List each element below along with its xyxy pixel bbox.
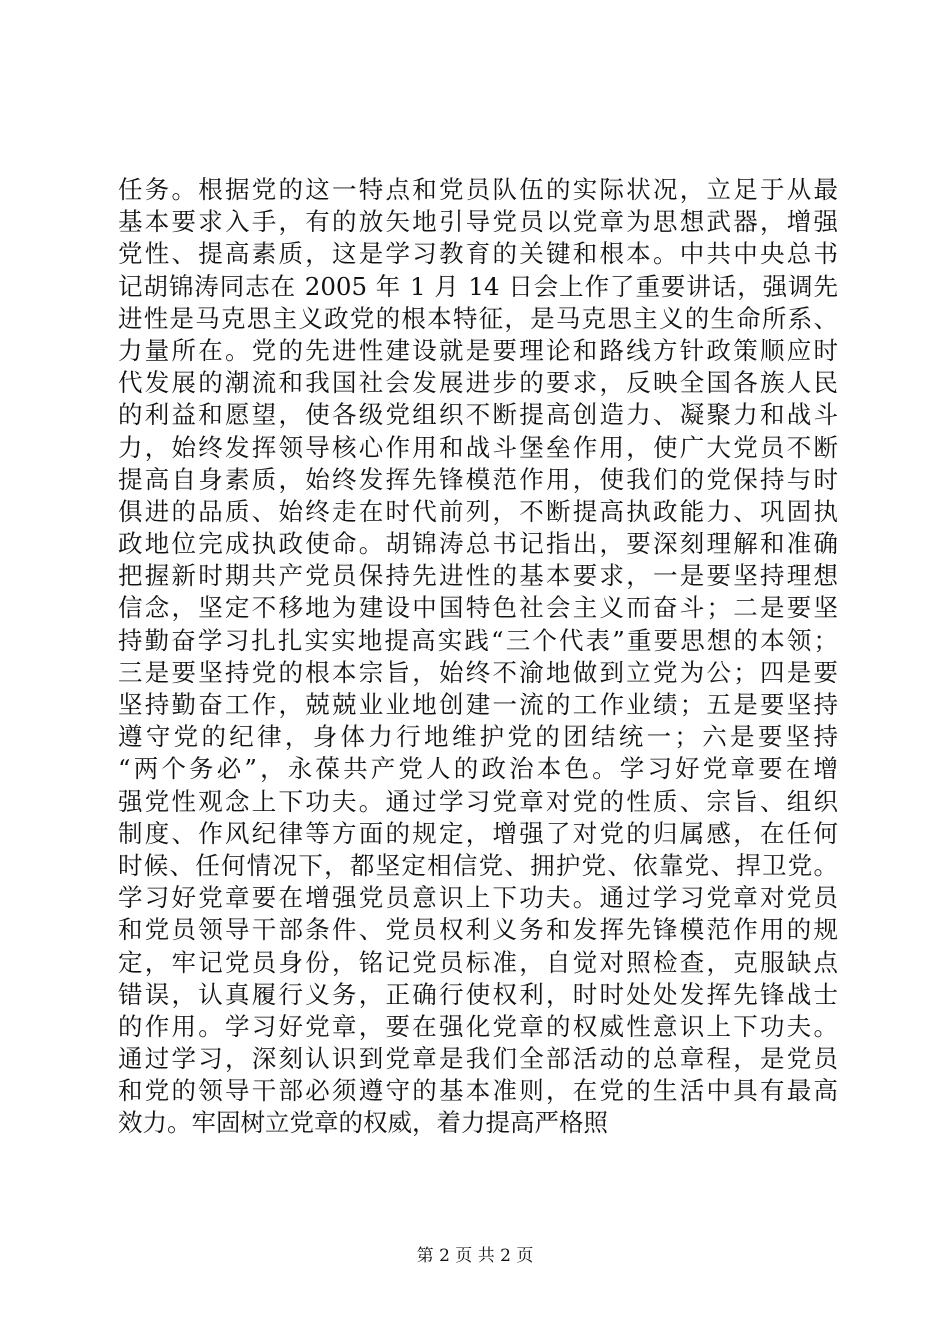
text-line: 的作用。学习好党章，要在强化党章的权威性意识上下功夫。 <box>118 1011 838 1041</box>
text-line: 党性、提高素质，这是学习教育的关键和根本。中共中央总书 <box>118 239 838 269</box>
text-line: 强党性观念上下功夫。通过学习党章对党的性质、宗旨、组织 <box>118 786 838 816</box>
text-line: 力，始终发挥领导核心作用和战斗堡垒作用，使广大党员不断 <box>118 432 838 462</box>
body-text <box>118 174 838 1140</box>
text-line: 俱进的品质、始终走在时代前列，不断提高执政能力、巩固执 <box>118 496 838 526</box>
text-line: 力量所在。党的先进性建设就是要理论和路线方针政策顺应时 <box>118 335 838 365</box>
text-line: 持勤奋学习扎扎实实地提高实践“三个代表”重要思想的本领； <box>118 625 838 655</box>
text-line: 错误，认真履行义务，正确行使权利，时时处处发挥先锋战士 <box>118 979 838 1009</box>
text-line: 进性是马克思主义政党的根本特征，是马克思主义的生命所系、 <box>118 303 838 333</box>
text-line: 时候、任何情况下，都坚定相信党、拥护党、依靠党、捍卫党。 <box>118 850 838 880</box>
page-footer: 第 2 页 共 2 页 <box>416 1246 534 1266</box>
text-line: 把握新时期共产党员保持先进性的基本要求，一是要坚持理想 <box>118 561 838 591</box>
text-line: 三是要坚持党的根本宗旨，始终不渝地做到立党为公；四是要 <box>118 657 838 687</box>
text-line: 政地位完成执政使命。胡锦涛总书记指出，要深刻理解和准确 <box>118 529 838 559</box>
text-line: 通过学习，深刻认识到党章是我们全部活动的总章程，是党员 <box>118 1044 838 1074</box>
text-line: 制度、作风纪律等方面的规定，增强了对党的归属感，在任何 <box>118 818 838 848</box>
text-line: “两个务必”，永葆共产党人的政治本色。学习好党章要在增 <box>118 754 838 784</box>
text-line: 的利益和愿望，使各级党组织不断提高创造力、凝聚力和战斗 <box>118 400 838 430</box>
text-line: 学习好党章要在增强党员意识上下功夫。通过学习党章对党员 <box>118 883 838 913</box>
text-line: 任务。根据党的这一特点和党员队伍的实际状况，立足于从最 <box>118 175 838 204</box>
text-line: 记胡锦涛同志在 2005 年 1 月 14 日会上作了重要讲话，强调先 <box>118 271 838 301</box>
text-line: 代发展的潮流和我国社会发展进步的要求，反映全国各族人民 <box>118 368 838 398</box>
text-line: 定，牢记党员身份，铭记党员标准，自觉对照检查，克服缺点 <box>118 947 838 977</box>
text-line: 信念，坚定不移地为建设中国特色社会主义而奋斗；二是要坚 <box>118 593 838 623</box>
text-line-last: 效力。牢固树立党章的权威，着力提高严格照 <box>118 1108 608 1138</box>
text-line: 提高自身素质，始终发挥先锋模范作用，使我们的党保持与时 <box>118 464 838 494</box>
text-line: 和党员领导干部条件、党员权利义务和发挥先锋模范作用的规 <box>118 915 838 945</box>
text-line: 和党的领导干部必须遵守的基本准则，在党的生活中具有最高 <box>118 1076 838 1106</box>
text-line: 遵守党的纪律，身体力行地维护党的团结统一；六是要坚持 <box>118 722 838 752</box>
text-line: 坚持勤奋工作，兢兢业业地创建一流的工作业绩；五是要坚持 <box>118 690 838 719</box>
text-line: 基本要求入手，有的放矢地引导党员以党章为思想武器，增强 <box>118 207 838 237</box>
